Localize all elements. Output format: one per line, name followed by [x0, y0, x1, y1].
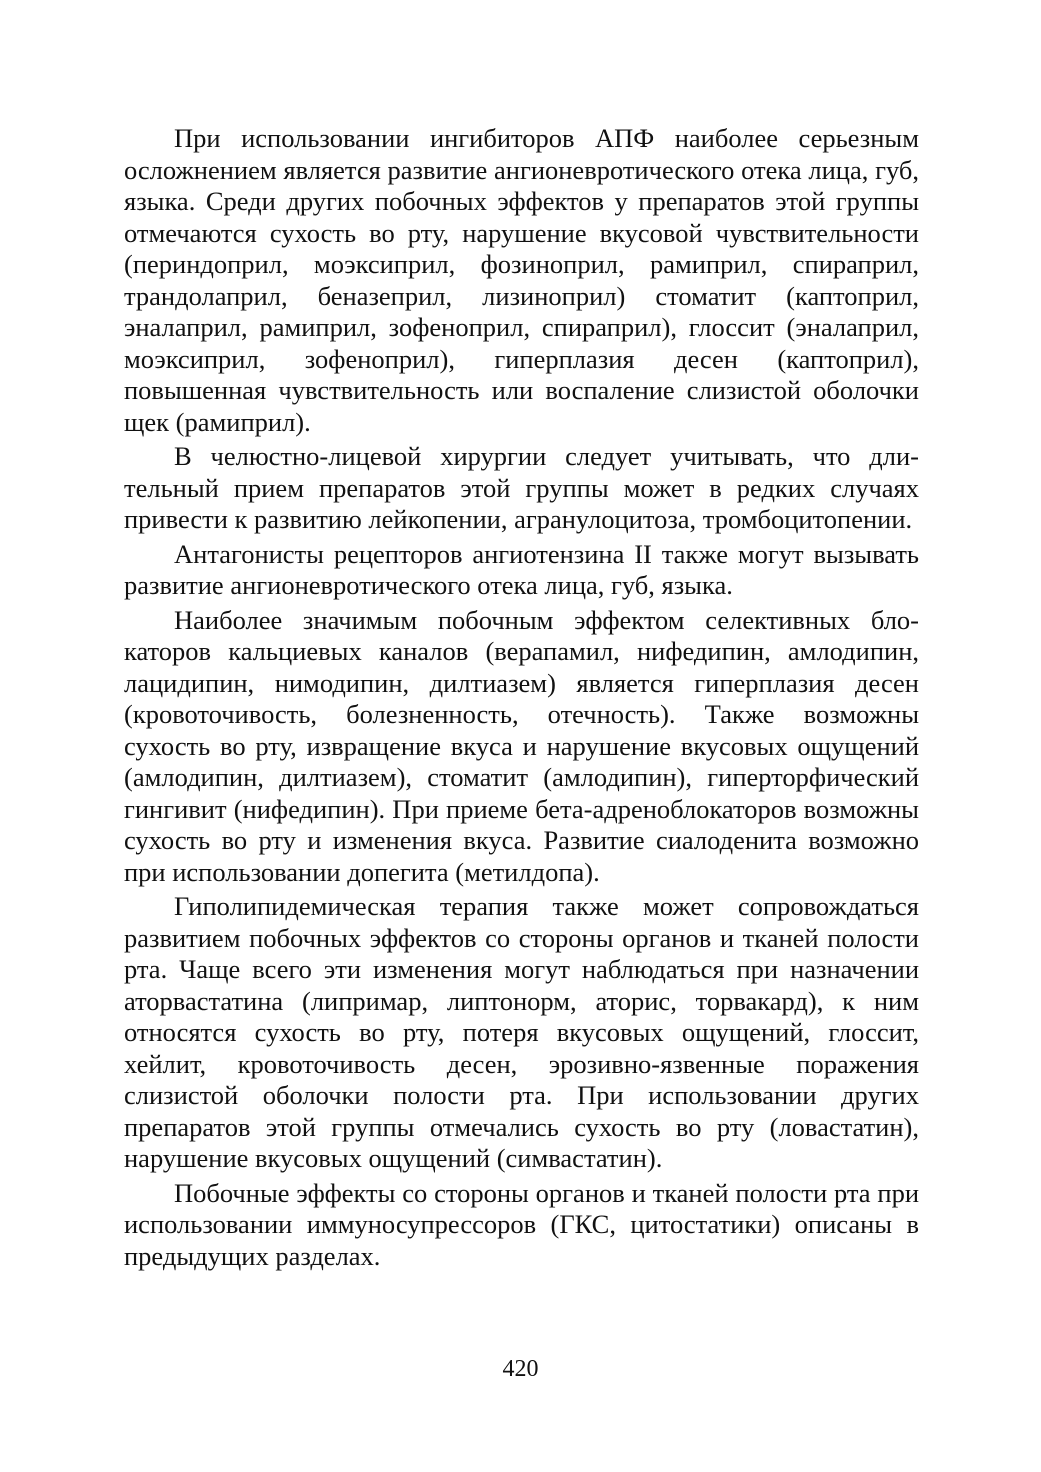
- paragraph-angiotensin-antagonists: Антагонисты рецепторов ангиотензина II также могут вызывать развитие ангионевротического отека лица, губ, языка.: [124, 538, 919, 600]
- page-body: [124, 123, 919, 1275]
- paragraph-maxillofacial-surgery: В челюстно-лицевой хирургии следует учитывать, что длительный прием препаратов этой группы может в редких случаях привести к развитию лейкопении, агранулоцитоза, тромбоцитопении.: [124, 441, 919, 534]
- paragraph-ace-inhibitors: При использовании ингибиторов АПФ наиболее серьезным осложнением является развитие ангионевротического отека лица, губ, языка. Среди других побочных эффектов у препаратов этой группы отмечаются сухость во рту, нарушение вкусовой чувствительности (периндоприл, моэксиприл, фозиноприл, рамиприл, спираприл, трандолаприл, беназеприл, лизиноприл) стоматит (каптоприл, эналаприл, рамиприл, зофеноприл, спираприл), глоссит (эналаприл, моэксиприл, зофеноприл), гиперплазия десен (каптоприл), повышенная чувствительность или воспаление слизистой оболочки щек (рамиприл).: [124, 123, 919, 437]
- paragraph-calcium-channel-blockers: Наиболее значимым побочным эффектом селективных блокаторов кальциевых каналов (верапамил, нифедипин, амлодипин, лацидипин, нимодипин, дилтиазем) является гиперплазия десен (кровоточивость, болезненность, отечность). Также возможны сухость во рту, извращение вкуса и нарушение вкусовых ощущений (амлодипин, дилтиазем), стоматит (амлодипин), гиперторфический гингивит (нифедипин). При приеме бета-адреноблокаторов возможны сухость во рту и изменения вкуса. Развитие сиалоденита возможно при использовании допегита (метилдопа).: [124, 604, 919, 887]
- page-number: 420: [502, 1356, 539, 1382]
- paragraph-immunosuppressants: Побочные эффекты со стороны органов и тканей полости рта при использовании иммуносупрессоров (ГКС, цитостатики) описаны в предыдущих разделах.: [124, 1177, 919, 1271]
- paragraph-hypolipidemic-therapy: Гиполипидемическая терапия также может сопровождаться развитием побочных эффектов со стороны органов и тканей полости рта. Чаще всего эти изменения могут наблюдаться при назначении аторвастатина (липримар, липтонорм, аторис, торвакард), к ним относятся сухость во рту, потеря вкусовых ощущений, глоссит, хейлит, кровоточивость десен, эрозивно-язвенные поражения слизистой оболочки полости рта. При использовании других препаратов этой группы отмечались сухость во рту (ловастатин), нарушение вкусовых ощущений (симвастатин).: [124, 891, 919, 1173]
